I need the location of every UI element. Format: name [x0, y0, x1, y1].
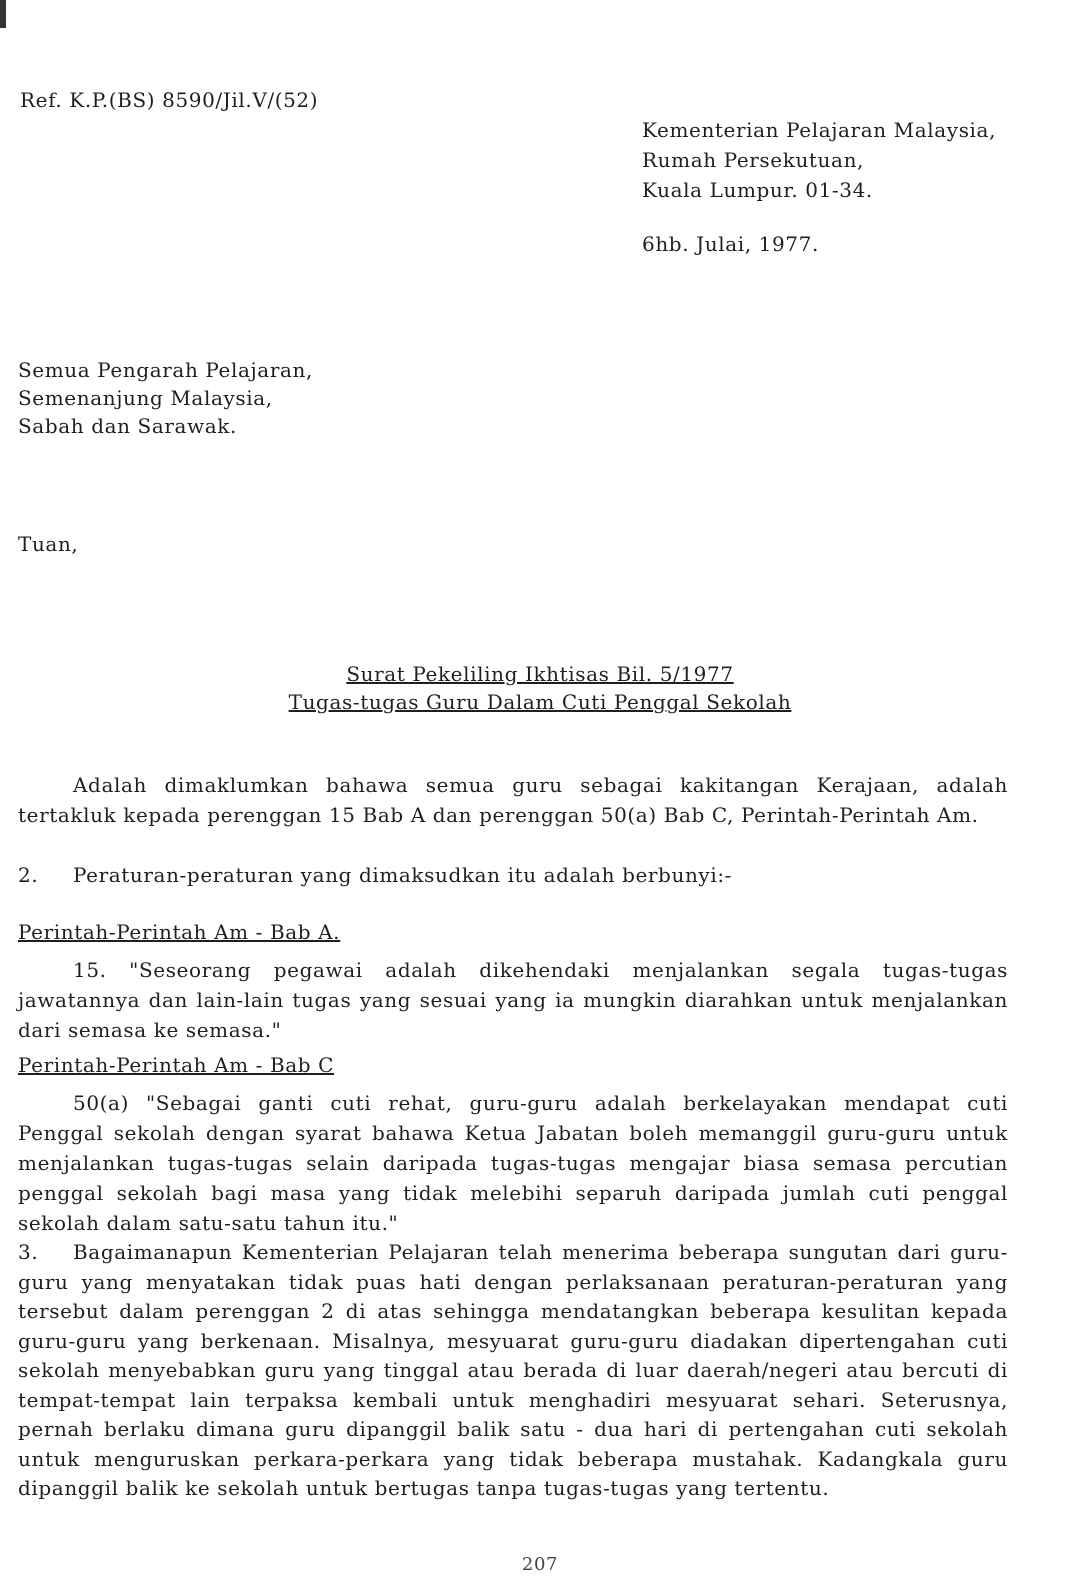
sender-address: [642, 115, 996, 205]
quote-paragraph-50a: 50(a) "Sebagai ganti cuti rehat, guru-guru adalah berkelayakan mendapat cuti Penggal sekolah dengan syarat bahawa Ketua Jabatan boleh memanggil guru-guru untuk menjalankan tugas-tugas selain daripada tugas-tugas mengajar biasa semasa percutian penggal sekolah bagi masa yang tidak melebihi separuh daripada jumlah cuti penggal sekolah dalam satu-satu tahun itu.": [18, 1091, 1008, 1235]
sender-line: Rumah Persekutuan,: [642, 148, 865, 172]
salutation: Tuan,: [18, 532, 79, 556]
letter-date: 6hb. Julai, 1977.: [642, 232, 819, 256]
recipient-line: Semenanjung Malaysia,: [18, 386, 273, 410]
paragraph-2: [18, 860, 1008, 890]
reference-number: Ref. K.P.(BS) 8590/Jil.V/(52): [20, 88, 319, 112]
paragraph-3: [18, 1238, 1008, 1504]
scan-edge-mark: [0, 0, 6, 28]
paragraph-number: 3.: [18, 1240, 39, 1264]
subject-line-1: Surat Pekeliling Ikhtisas Bil. 5/1977: [346, 662, 734, 686]
paragraph-2-text: Peraturan-peraturan yang dimaksudkan itu adalah berbunyi:-: [73, 863, 733, 887]
paragraph-number: 2.: [18, 863, 39, 887]
page-number: 207: [521, 1554, 559, 1575]
paragraph-3-text: Bagaimanapun Kementerian Pelajaran telah menerima beberapa sungutan dari guru-guru yang menyatakan tidak puas hati dengan perlaksanaan peraturan-peraturan yang tersebut dalam perenggan 2 di atas sehingga mendatangkan beberapa kesulitan kepada guru-guru yang berkenaan. Misalnya, mesyuarat guru-guru diadakan dipertengahan cuti sekolah menyebabkan guru yang tinggal atau berada di luar daerah/negeri atau bercuti di tempat-tempat lain terpaksa kembali untuk menghadiri mesyuarat sehari. Seterusnya, pernah berlaku dimana guru dipanggil balik satu - dua hari di pertengahan cuti sekolah untuk menguruskan perkara-perkara yang tidak beberapa mustahak. Kadangkala guru dipanggil balik ke sekolah untuk bertugas tanpa tugas-tugas yang tertentu.: [18, 1240, 1008, 1500]
sender-line: Kuala Lumpur. 01-34.: [642, 178, 873, 202]
quote-paragraph-15: 15. "Seseorang pegawai adalah dikehendaki menjalankan segala tugas-tugas jawatannya dan lain-lain tugas yang sesuai yang ia mungkin diarahkan untuk menjalankan dari semasa ke semasa.": [18, 958, 1008, 1042]
recipient-line: Semua Pengarah Pelajaran,: [18, 358, 313, 382]
subject-line-2: Tugas-tugas Guru Dalam Cuti Penggal Sekolah: [288, 690, 792, 714]
heading-bab-c: Perintah-Perintah Am - Bab C: [18, 1053, 335, 1077]
heading-bab-a: Perintah-Perintah Am - Bab A.: [18, 920, 341, 944]
sender-line: Kementerian Pelajaran Malaysia,: [642, 118, 997, 142]
paragraph-1: Adalah dimaklumkan bahawa semua guru sebagai kakitangan Kerajaan, adalah tertakluk kepada perenggan 15 Bab A dan perenggan 50(a) Bab C, Perintah-Perintah Am.: [18, 773, 1008, 827]
recipient-line: Sabah dan Sarawak.: [18, 414, 237, 438]
recipient-address: [18, 356, 313, 440]
subject-heading: [0, 660, 1080, 716]
